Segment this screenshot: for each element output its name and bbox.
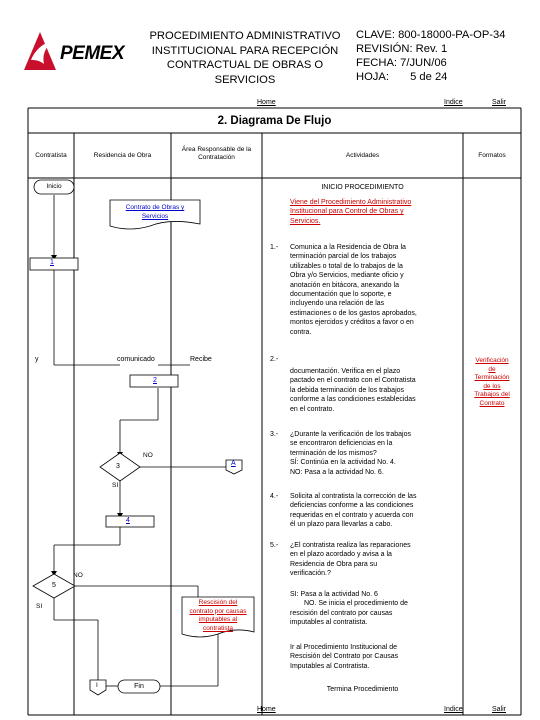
connector-2[interactable]: 2 [153,377,157,384]
activity-1-line: Obra y/o Servicios, mediante oficio y [290,272,404,280]
activity-2-line: la debida terminación de los trabajos [290,386,405,394]
indice-link[interactable]: Indice [444,99,463,106]
activity-5-line: verificación.? [290,570,331,578]
activity-3-si: SÍ: Continúa en la actividad No. 4. [290,459,396,467]
activity-1-text [290,243,454,337]
verificacion-line: Contrato [479,399,505,407]
activity-termina: Termina Procedimiento [326,686,399,693]
activity-ir-line: Ir al Procedimiento Institucional de [290,644,397,651]
label-si-5: SI [36,603,43,610]
connector-1[interactable]: 1 [50,259,54,266]
offpage-connector [90,680,106,695]
rescision-line: contratista [203,624,233,632]
activity-1-line: incluyendo una relación de las [290,300,385,308]
viene-line: Servicios. [290,217,321,225]
activity-1-line: montos ejercidos y créditos a favor o en [290,319,414,327]
label-no-5: NO [73,572,83,579]
home-link-bottom[interactable]: Home [257,706,276,713]
contrato-link[interactable] [110,204,200,221]
verificacion-line: de [488,365,496,373]
hoja-label: HOJA: [356,71,389,83]
activity-2-line: en el contrato. [290,405,335,413]
activity-5-line: en el plazo acordado y avisa a la [290,551,392,559]
activity-3-number: 3.- [270,431,279,438]
activity-5-si: SI: Pasa a la actividad No. 6 [290,591,378,598]
activity-5-answers [290,590,454,628]
rescision-line: contrato por causas [189,607,247,615]
activity-1-line: utilizables o total de lo trabajos de la [290,262,403,270]
title-line: INSTITUCIONAL PARA RECEPCIÓN [151,44,339,57]
activity-inicio: INICIO PROCEDIMIENTO [321,184,404,191]
activity-4-line: él un plazo para llevarlas a cabo. [290,521,393,529]
section-title: 2. Diagrama De Flujo [217,115,332,127]
verificacion-line: de los [483,382,501,390]
label-comunicado: comunicado [117,356,155,363]
label-y: y [35,356,39,363]
activity-1-line: Comunica a la Residencia de Obra la [290,244,406,251]
column-formatos: Formatos [478,152,506,159]
connector-4[interactable]: 4 [126,517,130,524]
inicio-label: Inicio [46,183,62,190]
column-actividades: Actividades [345,152,380,159]
clave: CLAVE: 800-18000-PA-OP-34 [356,29,506,41]
activity-2-text [290,367,454,414]
activity-5-number: 5.- [270,542,279,549]
activity-ir-line: Rescisión del Contrato por Causas [290,653,399,661]
hoja-value: 5 de 24 [410,71,448,83]
activity-5-no-line: NO. Se inicia el procedimiento de [304,600,408,608]
fecha: FECHA: 7/JUN/06 [356,57,447,69]
column-area-line: Contratación [198,154,235,161]
activity-4-text [290,492,454,530]
activity-4-line: requeridas en el contrato y acuerda con [290,511,414,519]
activity-ir-line: Imputables al Contratista. [290,662,370,670]
activity-5-line: ¿El contratista realiza las reparaciones [290,542,411,549]
activity-1-line: terminación parcial de los trabajos [290,253,397,261]
salir-link[interactable]: Salir [492,99,507,106]
activity-3-line: ¿Durante la verificación de los trabajos [290,431,412,438]
rescision-link[interactable] [182,599,254,633]
activity-4-line: deficiencias conforme a las condiciones [290,502,414,510]
contrato-line: Servicios [141,212,169,220]
activity-3-line: terminación de los mismos? [290,449,377,457]
viene-line: Viene del Procedimiento Administrativo [290,199,412,206]
activity-2-line: documentación. Verifica en el plazo [290,368,401,375]
activity-3-text [290,430,454,477]
label-recibe: Recibe [190,356,212,363]
verificacion-line: Trabajos del [474,391,510,398]
activity-2-line: pactado en el contrato con el Contratista [290,377,416,385]
process-4-box [106,516,154,527]
title-line: CONTRACTUAL DE OBRAS O [166,59,324,71]
title-line: SERVICIOS [214,73,276,86]
activity-1-line: documentación que lo soporte, e [290,291,392,299]
activity-2-line: conforme a las condiciones establecidas [290,396,416,404]
activity-ir [290,643,454,671]
activity-2-number: 2.- [270,356,279,363]
rescision-line: imputables al [198,616,238,623]
salir-link-bottom[interactable]: Salir [492,706,507,713]
activity-5-no-line: imputables al contratista. [290,619,368,627]
column-contratista: Contratista [35,152,67,159]
column-area-line: Área Responsable de la [181,146,252,153]
activity-5-line: Residencia de Obra para su [290,560,378,568]
activity-4-line: Solicita al contratista la corrección de las [290,493,417,500]
activity-1-number: 1.- [270,244,279,251]
column-residencia: Residencia de Obra [93,152,152,159]
pemex-wordmark: PEMEX [60,43,125,64]
title-line: PROCEDIMIENTO ADMINISTRATIVO [149,30,341,42]
activity-1-line: anotación en bitácora, anexando la [290,281,399,289]
activity-4-number: 4.- [270,493,279,500]
fin-label: Fin [134,683,144,690]
activity-5-no-line: rescisión del contrato por causas [290,609,393,617]
connector-a-label[interactable]: A [231,460,236,467]
revision: REVISIÓN: Rev. 1 [356,43,448,55]
column-area [171,146,262,162]
decision-5-label: 5 [52,582,56,589]
decision-3-label: 3 [116,463,120,470]
rescision-line: Rescisión del [198,599,238,606]
indice-link-bottom[interactable]: Indice [444,706,463,713]
verificacion-format-link[interactable] [463,357,521,408]
contrato-line: Contrato de Obras y [125,204,185,211]
decision-3-diamond [100,453,140,481]
home-link[interactable]: Home [257,99,276,106]
verificacion-line: Terminación [474,374,510,381]
activity-5-text [290,541,454,579]
offpage-label: I [96,682,98,689]
viene-line: Institucional para Control de Obras y [290,208,404,216]
label-no-3: NO [143,452,153,459]
activity-1-line: estimaciones o de los gastos aprobados, [290,309,417,317]
activity-1-line: contra. [290,328,312,336]
activity-3-no: NO: Pasa a la actividad No. 6. [290,468,384,476]
label-si-3: SI [112,482,119,489]
verificacion-line: Verificación [475,357,509,364]
process-1-box [30,258,78,270]
viene-link[interactable] [290,198,454,226]
activity-3-line: se encontraron deficiencias en la [290,440,393,448]
